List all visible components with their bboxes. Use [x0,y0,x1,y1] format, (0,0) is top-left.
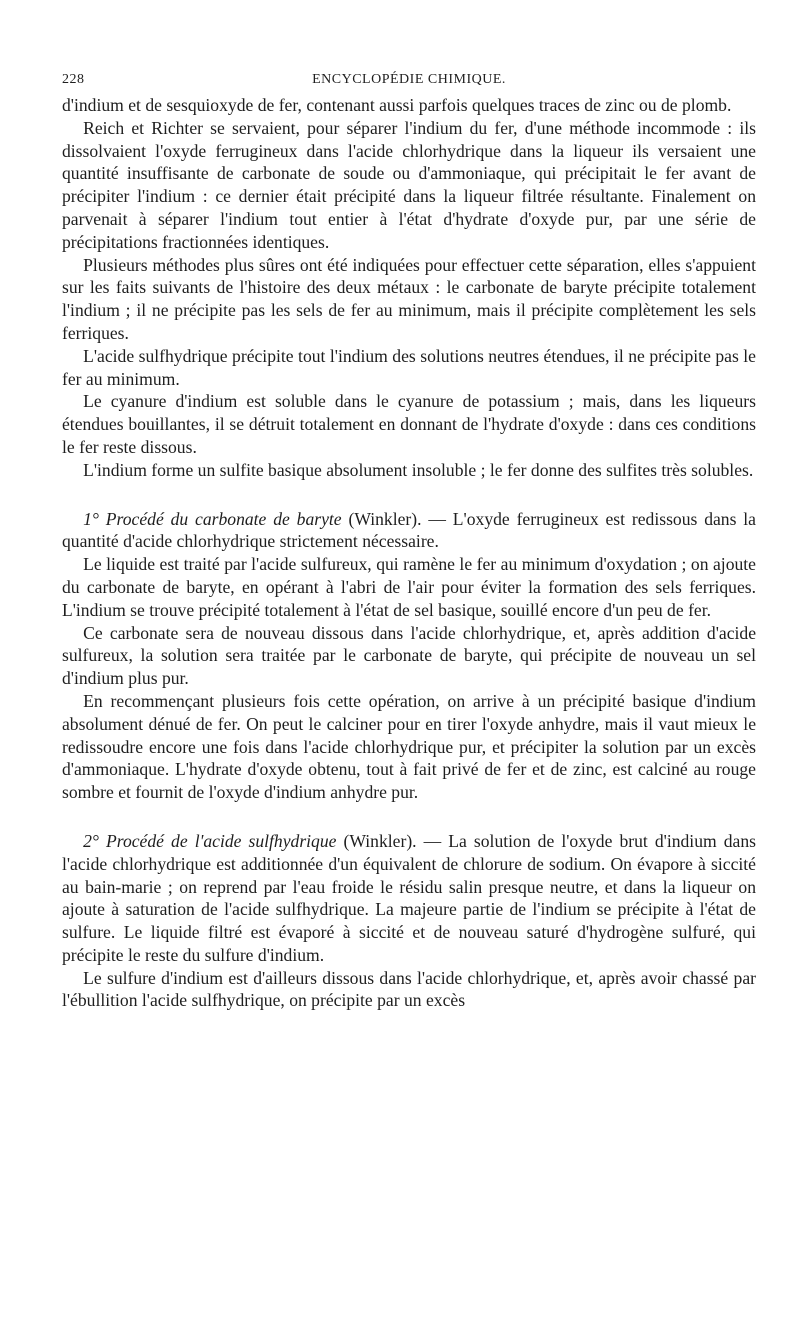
section-1-text: (Winkler). — L'oxyde ferrugineux est redissous dans la quantité d'acide chlorhydrique strictement nécessaire. [62,508,756,552]
paragraph: Le liquide est traité par l'acide sulfureux, qui ramène le fer au minimum d'oxydation ; on ajoute du carbonate de baryte, en opérant à l'abri de l'air pour éviter la formation des sels ferriques. L'indium se trouve précipité totalement à l'état de sel basique, souillé encore d'un peu de fer. [62,554,756,620]
paragraph: d'indium et de sesquioxyde de fer, contenant aussi parfois quelques traces de zinc ou de plomb. [62,95,732,115]
section-2-paragraph [62,830,756,967]
body-text [62,94,756,1012]
paragraph: L'acide sulfhydrique précipite tout l'indium des solutions neutres étendues, il ne précipite pas le fer au minimum. [62,345,756,389]
section-1-title: 1° Procédé du carbonate de baryte [83,508,342,529]
paragraph: Plusieurs méthodes plus sûres ont été indiquées pour effectuer cette séparation, elles s'appuient sur les faits suivants de l'histoire des deux métaux : le carbonate de baryte précipite totalement l'indium ; il ne précipite pas les sels de fer au minimum, mais il précipite complètement les sels ferriques. [62,254,756,343]
section-1-paragraph [62,508,756,554]
paragraph: Reich et Richter se servaient, pour séparer l'indium du fer, d'une méthode incommode : ils dissolvaient l'oxyde ferrugineux dans l'acide chlorhydrique dans la liqueur ils versaient une quantité insuffisante de carbonate de soude ou d'ammoniaque, qui précipitait le fer avant de précipiter l'indium : ce dernier était précipité dans la liqueur filtrée résultante. Finalement on parvenait à séparer l'indium tout entier à l'état d'hydrate d'oxyde pur, par une série de précipitations fractionnées identiques. [62,117,756,252]
running-title: ENCYCLOPÉDIE CHIMIQUE. [312,72,506,87]
paragraph: En recommençant plusieurs fois cette opération, on arrive à un précipité basique d'indium absolument dénué de fer. On peut le calciner pour en tirer l'oxyde anhydre, mais il vaut mieux le redissoudre encore une fois dans l'acide chlorhydrique pur, et précipiter la solution par un excès d'ammoniaque. L'hydrate d'oxyde obtenu, tout à fait privé de fer et de zinc, est calciné au rouge sombre et fournit de l'oxyde d'indium anhydre pur. [62,690,756,803]
paragraph: L'indium forme un sulfite basique absolument insoluble ; le fer donne des sulfites très solubles. [83,459,754,480]
section-2-text: (Winkler). — La solution de l'oxyde brut d'indium dans l'acide chlorhydrique est additionnée d'un équivalent de chlorure de sodium. On évapore à siccité au bain-marie ; on reprend par l'eau froide le résidu salin presque neutre, et dans la liqueur on ajoute à saturation de l'acide sulfhydrique. La majeure partie de l'indium se précipite à l'état de sulfure. Le liquide filtré est évaporé à siccité et de nouveau saturé d'hydrogène sulfuré, qui précipite le reste du sulfure d'indium. [62,830,756,965]
section-2-title: 2° Procédé de l'acide sulfhydrique [83,830,337,851]
paragraph: Ce carbonate sera de nouveau dissous dans l'acide chlorhydrique, et, après addition d'acide sulfureux, la solution sera traitée par le carbonate de baryte, qui précipite de nouveau un sel d'indium plus pur. [62,622,756,689]
paragraph: Le cyanure d'indium est soluble dans le cyanure de potassium ; mais, dans les liqueurs étendues bouillantes, il se détruit totalement en donnant de l'hydrate d'oxyde : dans ces conditions le fer reste dissous. [62,391,756,457]
page-number: 228 [62,72,85,87]
paragraph: Le sulfure d'indium est d'ailleurs dissous dans l'acide chlorhydrique, et, après avoir chassé par l'ébullition l'acide sulfhydrique, on précipite par un excès [62,967,756,1011]
page-header [62,72,756,94]
